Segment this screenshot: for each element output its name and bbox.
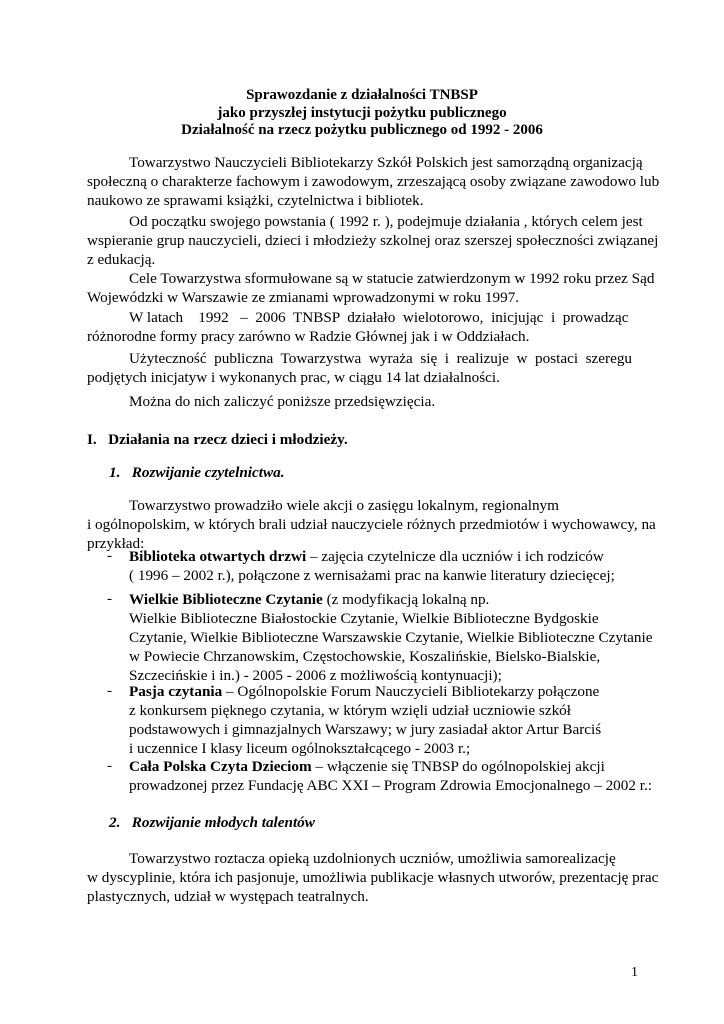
subsection-heading-1: 1. Rozwijanie czytelnictwa. (109, 464, 285, 481)
item-title: Biblioteka otwartych drzwi (129, 548, 307, 565)
bullet-marker: - (107, 682, 113, 699)
list-item (129, 590, 653, 685)
subsection-2-lead (87, 849, 659, 906)
title-line-3: Działalność na rzecz pożytku publicznego od 1992 - 2006 (181, 122, 543, 138)
text-line: Można do nich zaliczyć poniższe przedsięwzięcia. (129, 393, 436, 410)
text-line: Towarzystwo prowadziło wiele akcji o zasięgu lokalnym, regionalnym (129, 497, 559, 514)
item-title: Cała Polska Czyta Dzieciom (129, 758, 312, 775)
item-title: Pasja czytania (129, 683, 223, 700)
intro-paragraph-6 (87, 392, 637, 411)
text-line: ( 1996 – 2002 r.), połączone z wernisażami prac na kanwie literatury dziecięcej; (129, 567, 615, 584)
text-line: Wojewódzki w Warszawie ze zmianami wprowadzonymi w roku 1997. (87, 289, 520, 306)
item-title: Wielkie Biblioteczne Czytanie (129, 591, 323, 608)
item-text: – włączenie się TNBSP do ogólnopolskiej akcji (311, 758, 605, 775)
section-heading: I. Działania na rzecz dzieci i młodzieży. (87, 431, 348, 448)
title-line-1: Sprawozdanie z działalności TNBSP (246, 87, 478, 103)
text-line: Towarzystwo Nauczycieli Bibliotekarzy Szkół Polskich jest samorządną organizacją (129, 154, 643, 171)
intro-paragraph-1 (87, 153, 660, 210)
text-line: i uczennice I klasy liceum ogólnokształcącego - 2003 r.; (129, 740, 471, 757)
item-text: (z modyfikacją lokalną np. (322, 591, 490, 608)
page-number: 1 (631, 965, 638, 980)
text-line: z edukacją. (87, 251, 156, 268)
list-item (129, 547, 641, 585)
title-line-2: jako przyszłej instytucji pożytku publicznego (217, 105, 507, 121)
list-item (129, 757, 652, 795)
intro-paragraph-2 (87, 212, 659, 269)
text-line: Użyteczność publiczna Towarzystwa wyraża się i realizuje w postaci szeregu (129, 350, 633, 367)
text-line: Czytanie, Wielkie Biblioteczne Warszawskie Czytanie, Wielkie Biblioteczne Czytanie (129, 629, 653, 646)
intro-paragraph-5 (87, 349, 637, 387)
text-line: i ogólnopolskim, w których brali udział nauczyciele różnych przedmiotów i wychowawcy, na (87, 516, 656, 533)
text-line: naukowo ze sprawami książki, czytelnictwa i bibliotek. (87, 192, 424, 209)
text-line: różnorodne formy pracy zarówno w Radzie Głównej jak i w Oddziałach. (87, 328, 530, 345)
text-line: z konkursem pięknego czytania, w którym wzięli udział uczniowie szkół (129, 702, 571, 719)
text-line: prowadzonej przez Fundację ABC XXI – Program Zdrowia Emocjonalnego – 2002 r.: (129, 777, 652, 794)
text-line: plastycznych, udział w występach teatralnych. (87, 888, 369, 905)
text-line: podstawowych i gimnazjalnych Warszawy; w jury zasiadał aktor Artur Barciś (129, 721, 602, 738)
text-line: w Powiecie Chrzanowskim, Częstochowskie, Koszalińskie, Bielsko-Bialskie, (129, 648, 601, 665)
bullet-marker: - (107, 547, 113, 564)
list-item (129, 682, 641, 758)
subsection-1-lead (87, 496, 656, 553)
text-line: Wielkie Biblioteczne Białostockie Czytanie, Wielkie Biblioteczne Bydgoskie (129, 610, 599, 627)
text-line: W latach 1992 – 2006 TNBSP działało wielotorowo, inicjując i prowadząc (129, 309, 629, 326)
text-line: podjętych inicjatyw i wykonanych prac, w ciągu 14 lat działalności. (87, 369, 500, 386)
text-line: Towarzystwo roztacza opieką uzdolnionych uczniów, umożliwia samorealizację (129, 850, 616, 867)
text-line: społeczną o charakterze fachowym i zawodowym, zrzeszającą osoby związane zawodowo lub (87, 173, 660, 190)
item-text: – Ogólnopolskie Forum Nauczycieli Bibliotekarzy połączone (222, 683, 600, 700)
text-line: Szczecińskie i in.) - 2005 - 2006 z możliwością kontynuacji); (129, 667, 502, 684)
subsection-heading-2: 2. Rozwijanie młodych talentów (109, 814, 315, 831)
intro-paragraph-4 (87, 308, 637, 346)
text-line: przykład: (87, 535, 145, 552)
intro-paragraph-3 (87, 269, 655, 307)
item-text: – zajęcia czytelnicze dla uczniów i ich rodziców (306, 548, 604, 565)
text-line: Od początku swojego powstania ( 1992 r. ), podejmuje działania , których celem jest (129, 213, 643, 230)
bullet-marker: - (107, 757, 113, 774)
text-line: w dyscyplinie, która ich pasjonuje, umożliwia publikacje własnych utworów, prezentację prac (87, 869, 659, 886)
text-line: Cele Towarzystwa sformułowane są w statucie zatwierdzonym w 1992 roku przez Sąd (129, 270, 655, 287)
bullet-marker: - (107, 590, 113, 607)
text-line: wspieranie grup nauczycieli, dzieci i młodzieży szkolnej oraz szerszej społeczności związanej (87, 232, 659, 249)
